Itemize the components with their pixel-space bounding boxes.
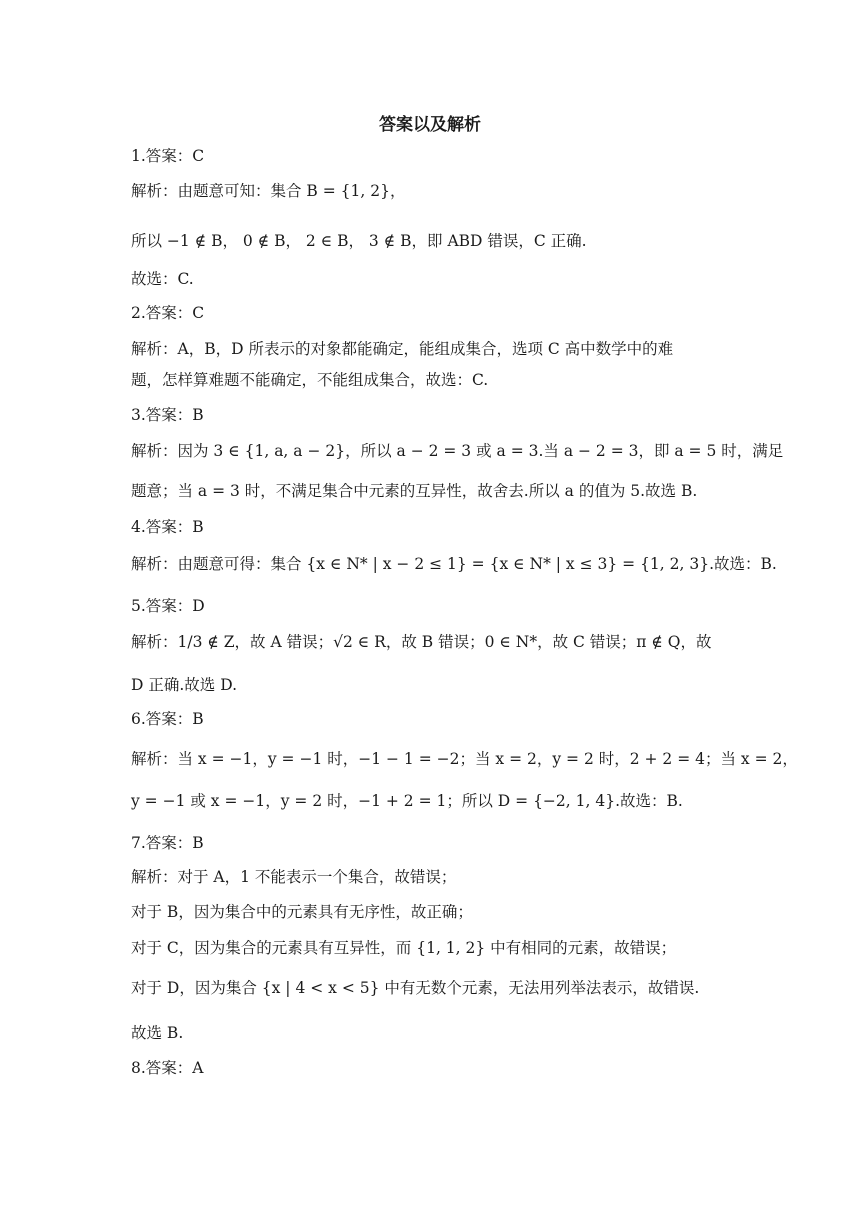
answer-text-line: 解析：由题意可得：集合 {x ∈ N* | x − 2 ≤ 1} = {x ∈ N* | x ≤ 3} = {1, 2, 3}.故选：B.	[131, 555, 777, 573]
answer-text-line: y = −1 或 x = −1，y = 2 时，−1 + 2 = 1；所以 D = {−2, 1, 4}.故选：B.	[131, 792, 683, 810]
answer-text-line: 故选 B.	[131, 1024, 184, 1042]
answer-text-line: D 正确.故选 D.	[131, 676, 238, 694]
answer-heading: 4.答案：B	[131, 518, 204, 536]
answer-text-line: 解析：因为 3 ∈ {1, a, a − 2}，所以 a − 2 = 3 或 a = 3.当 a − 2 = 3，即 a = 5 时，满足	[131, 442, 784, 460]
answer-text-line: 故选：C.	[131, 270, 194, 288]
answer-heading: 7.答案：B	[131, 834, 204, 852]
answer-text-line: 所以 −1 ∉ B， 0 ∉ B， 2 ∈ B， 3 ∉ B，即 ABD 错误，C 正确.	[131, 232, 587, 250]
document-title: 答案以及解析	[379, 115, 481, 135]
answer-heading: 5.答案：D	[131, 597, 205, 615]
answer-heading: 1.答案：C	[131, 147, 205, 165]
answer-text-line: 题意；当 a = 3 时，不满足集合中元素的互异性，故舍去.所以 a 的值为 5.故选 B.	[131, 482, 698, 500]
answer-text-line: 解析：当 x = −1，y = −1 时，−1 − 1 = −2；当 x = 2，y = 2 时，2 + 2 = 4；当 x = 2，	[131, 750, 798, 768]
answer-text-line: 解析：对于 A，1 不能表示一个集合，故错误；	[131, 868, 457, 886]
answer-heading: 8.答案：A	[131, 1059, 204, 1077]
answer-text-line: 对于 B，因为集合中的元素具有无序性，故正确；	[131, 903, 473, 921]
answer-text-line: 对于 D，因为集合 {x | 4 < x < 5} 中有无数个元素，无法用列举法表示，故错误.	[131, 979, 700, 997]
answer-text-line: 解析：由题意可知：集合 B = {1, 2}，	[131, 182, 406, 200]
answer-text-line: 题，怎样算难题不能确定，不能组成集合，故选：C.	[131, 371, 489, 389]
answer-text-line: 对于 C，因为集合的元素具有互异性，而 {1, 1, 2} 中有相同的元素，故错误；	[131, 939, 677, 957]
answer-heading: 3.答案：B	[131, 406, 204, 424]
answer-text-line: 解析：A，B，D 所表示的对象都能确定，能组成集合，选项 C 高中数学中的难	[131, 340, 674, 358]
answer-heading: 6.答案：B	[131, 710, 204, 728]
answer-text-line: 解析：1/3 ∉ Z，故 A 错误；√2 ∈ R，故 B 错误；0 ∈ N*，故 C 错误；π ∉ Q，故	[131, 633, 712, 651]
answer-heading: 2.答案：C	[131, 304, 205, 322]
